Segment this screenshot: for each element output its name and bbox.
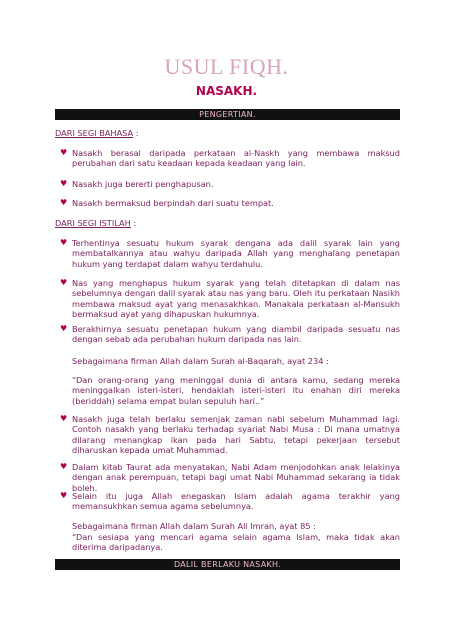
paragraph-surah-baqarah: Sebagaimana firman Allah dalam Surah al-Baqarah, ayat 234 :: [72, 356, 329, 366]
document-title: USUL FIQH.: [164, 54, 289, 79]
list-item: [60, 278, 400, 320]
list-item-text: Nasakh bermaksud berpindah dari suatu tempat.: [72, 198, 274, 208]
list-item: [60, 462, 400, 493]
quote-baqarah: “Dan orang-orang yang meninggal dunia di antara kamu, sedang mereka meninggalkan isteri-isteri, hendaklah isteri-isteri itu enahan diri mereka (beriddah) selama empat bulan sepuluh hari..”: [72, 375, 400, 406]
heading-bahasa-text: DARI SEGI BAHASA: [55, 128, 134, 138]
list-item-text: Nasakh berasal daripada perkataan al-Naskh yang membawa maksud perubahan dari satu keadaan kepada keadaan yang lain.: [72, 148, 400, 169]
heading-bahasa-suffix: :: [133, 128, 139, 138]
heading-istilah-suffix: :: [130, 218, 137, 228]
section-bar-dalil: DALIL BERLAKU NASAKH.: [55, 559, 400, 570]
heart-bullet-icon: ♥: [60, 148, 68, 157]
list-item: [60, 179, 400, 189]
heart-bullet-icon: ♥: [60, 179, 68, 188]
heart-bullet-icon: ♥: [60, 278, 68, 287]
list-item: [60, 198, 400, 208]
quote-ali-imran: “Dan sesiapa yang mencari agama selain agama Islam, maka tidak akan diterima daripadanya.: [72, 532, 400, 553]
list-item: [60, 491, 400, 512]
heart-bullet-icon: ♥: [60, 414, 68, 423]
list-item-text: Nasakh juga telah berlaku semenjak zaman nabi sebelum Muhammad lagi. Contoh nasakh yang berlaku terhadap syariat Nabi Musa : Di mana umatnya dilarang menangkap ikan pada hari Sabtu, tetapi pekerjaan tersebut diharuskan kepada umat Muhammad.: [72, 414, 400, 456]
heading-istilah-text: DARI SEGI ISTILAH: [55, 218, 131, 228]
list-item-text: Berakhirnya sesuatu penetapan hukum yang diambil daripada sesuatu nas dengan sebab ada perubahan hukum daripada nas lain.: [72, 324, 400, 345]
heart-bullet-icon: ♥: [60, 238, 68, 247]
section-bar-pengertian: PENGERTIAN.: [55, 109, 400, 120]
heart-bullet-icon: ♥: [60, 462, 68, 471]
list-item-text: Selain itu juga Allah enegaskan Islam adalah agama terakhir yang memansukhkan semua agama sebelumnya.: [72, 491, 400, 512]
heart-bullet-icon: ♥: [60, 491, 68, 500]
paragraph-surah-ali-imran: Sebagaimana firman Allah dalam Surah Ali Imran, ayat 85 :: [72, 521, 316, 531]
document-subtitle: NASAKH.: [195, 84, 258, 98]
list-item-text: Nas yang menghapus hukum syarak yang telah ditetapkan di dalam nas sebelumnya dengan dalil syarak atau nas yang baru. Oleh itu perkataan Nasikh membawa maksud ayat yang menasakhkan. Manakala perkataan al-Mansukh bermaksud ayat yang dihapuskan hukumnya.: [72, 278, 400, 320]
heart-bullet-icon: ♥: [60, 198, 68, 207]
list-item-text: Nasakh juga bererti penghapusan.: [72, 179, 214, 189]
list-item-text: Terhentinya sesuatu hukum syarak dengana ada dalil syarak lain yang membatalkannya atau wahyu daripada Allah yang menghalang penetapan hukum yang terdapat dalam wahyu terdahulu.: [72, 238, 400, 269]
heading-istilah: [55, 218, 136, 228]
list-item: [60, 324, 400, 345]
list-item: [60, 238, 400, 269]
list-item-text: Dalam kitab Taurat ada menyatakan, Nabi Adam menjodohkan anak lelakinya dengan anak perempuan, tetapi bagi umat Nabi Muhammad sekarang ia tidak boleh.: [72, 462, 400, 493]
list-item: [60, 148, 400, 169]
list-item: [60, 414, 400, 456]
heading-bahasa: [55, 128, 139, 138]
heart-bullet-icon: ♥: [60, 324, 68, 333]
